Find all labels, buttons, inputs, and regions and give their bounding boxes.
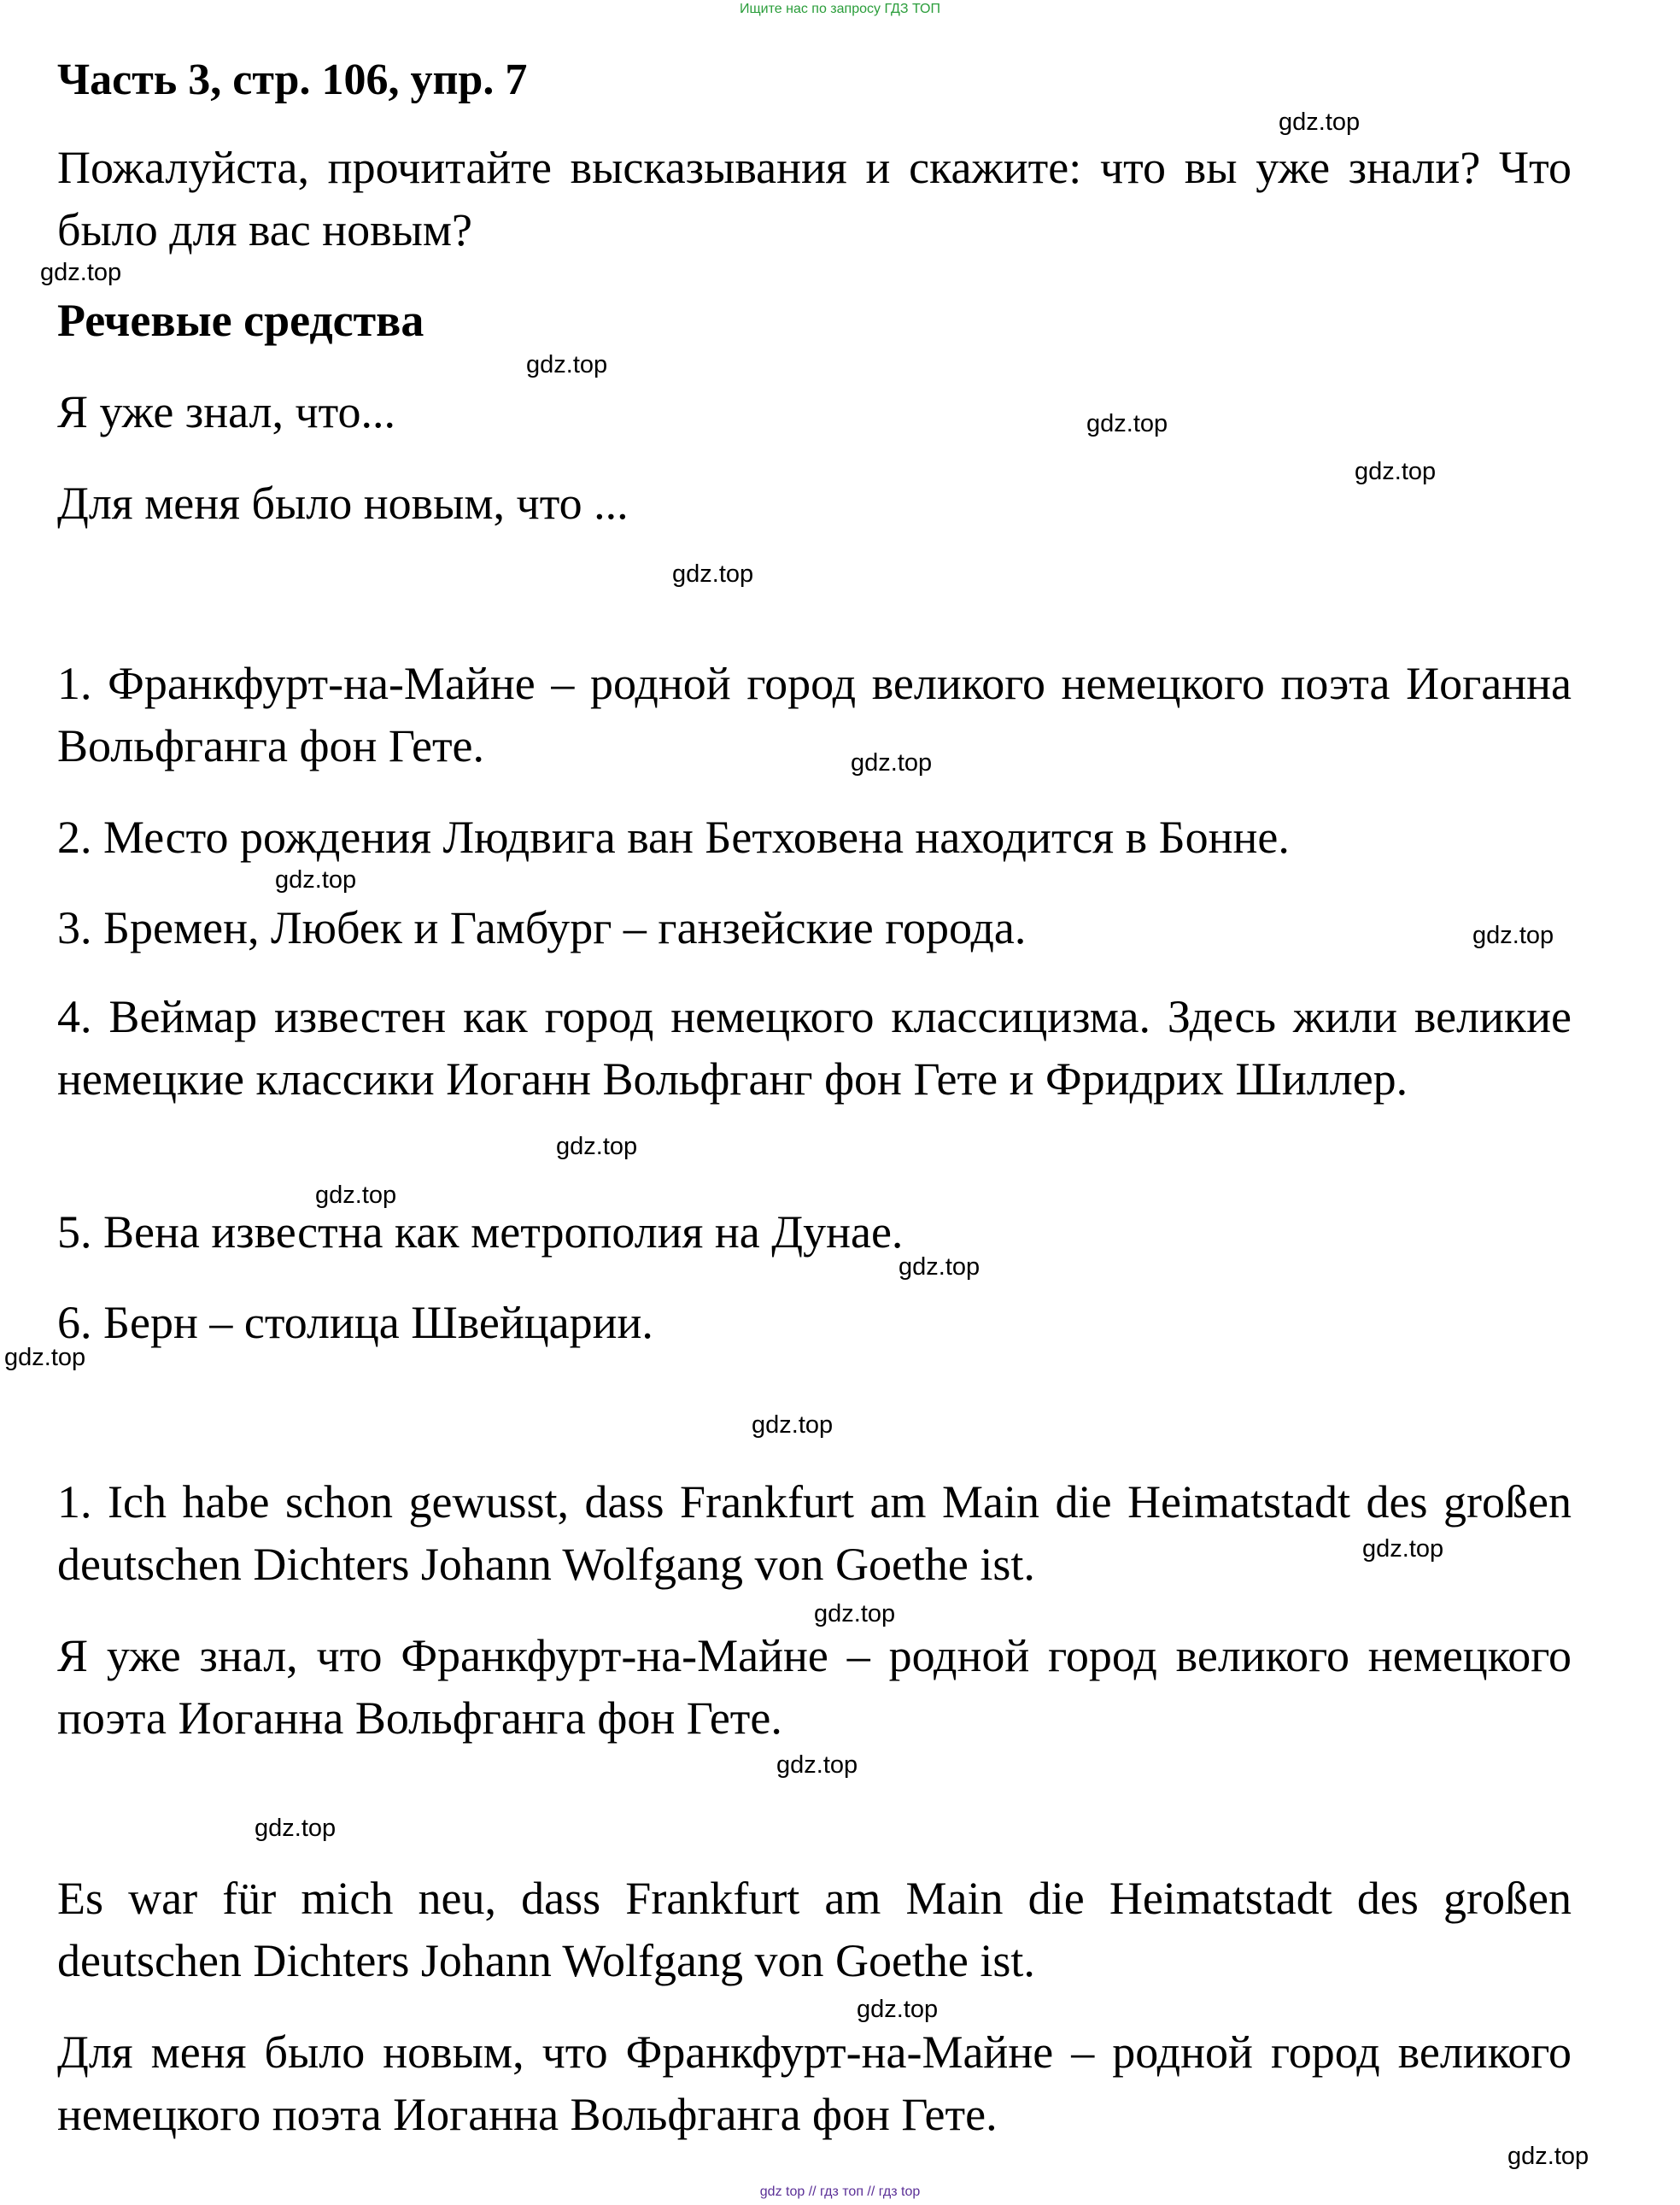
watermark: gdz.top xyxy=(1279,108,1361,136)
watermark: gdz.top xyxy=(40,259,122,286)
answer-ru-new: Для меня было новым, что Франкфурт-на-Майне – родной город великого немецкого поэта Иоганна Вольфганга фон Гете. xyxy=(57,2026,1572,2140)
watermark: gdz.top xyxy=(752,1411,834,1439)
answer-de-known: 1. Ich habe schon gewusst, dass Frankfurt am Main die Heimatstadt des großen deutschen Dichters Johann Wolfgang von Goethe ist. xyxy=(57,1476,1572,1590)
watermark: gdz.top xyxy=(526,351,608,378)
watermark: gdz.top xyxy=(776,1751,858,1779)
instruction-text: Пожалуйста, прочитайте высказывания и скажите: что вы уже знали? Что было для вас новым? xyxy=(57,142,1572,255)
watermark: gdz.top xyxy=(672,560,754,588)
watermark: gdz.top xyxy=(1472,922,1554,949)
watermark: gdz.top xyxy=(1086,410,1168,437)
watermark: gdz.top xyxy=(255,1815,337,1842)
watermark: gdz.top xyxy=(556,1133,638,1160)
speech-heading: Речевые средства xyxy=(57,295,424,346)
watermark: gdz.top xyxy=(899,1253,980,1281)
statement-4: 4. Веймар известен как город немецкого классицизма. Здесь жили великие немецкие классики Иоганн Вольфганг фон Гете и Фридрих Шиллер. xyxy=(57,991,1572,1105)
header-banner: Ищите нас по запросу ГДЗ ТОП xyxy=(740,2,940,16)
watermark: gdz.top xyxy=(851,749,933,777)
watermark: gdz.top xyxy=(4,1344,86,1371)
statement-6: 6. Берн – столица Швейцарии. xyxy=(57,1297,653,1348)
statement-1: 1. Франкфурт-на-Майне – родной город великого немецкого поэта Иоганна Вольфганга фон Гете. xyxy=(57,658,1572,771)
statement-5: 5. Вена известна как метрополия на Дунае. xyxy=(57,1206,904,1258)
statement-3: 3. Бремен, Любек и Гамбург – ганзейские города. xyxy=(57,902,1027,953)
phrase-new: Для меня было новым, что ... xyxy=(57,478,629,529)
watermark: gdz.top xyxy=(315,1182,397,1209)
watermark: gdz.top xyxy=(1362,1535,1444,1563)
watermark: gdz.top xyxy=(814,1600,896,1627)
statement-2: 2. Место рождения Людвига ван Бетховена находится в Бонне. xyxy=(57,812,1290,863)
watermark: gdz.top xyxy=(1355,458,1437,485)
watermark: gdz.top xyxy=(1507,2143,1589,2170)
phrase-known: Я уже знал, что... xyxy=(57,386,396,437)
answer-ru-known: Я уже знал, что Франкфурт-на-Майне – родной город великого немецкого поэта Иоганна Вольфганга фон Гете. xyxy=(57,1630,1572,1744)
watermark: gdz.top xyxy=(275,866,357,894)
footer-banner: gdz top // гдз топ // гдз top xyxy=(759,2184,921,2199)
answer-de-new: Es war für mich neu, dass Frankfurt am Main die Heimatstadt des großen deutschen Dichters Johann Wolfgang von Goethe ist. xyxy=(57,1873,1572,1986)
page-title: Часть 3, стр. 106, упр. 7 xyxy=(57,56,528,104)
watermark: gdz.top xyxy=(857,1996,939,2023)
